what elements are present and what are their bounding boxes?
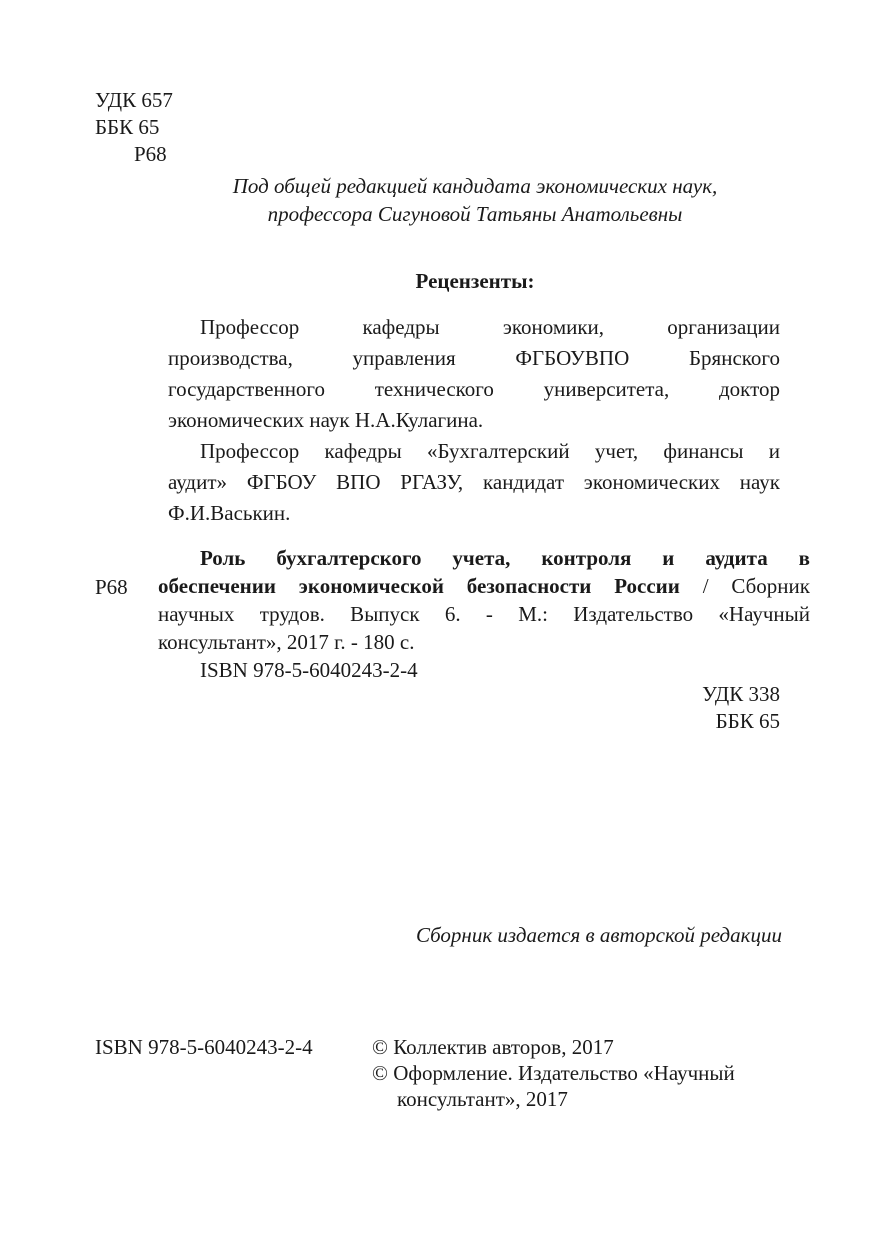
reviewer-1-line-1: Профессор кафедры экономики, организации bbox=[200, 315, 780, 339]
bibliography-entry bbox=[158, 544, 810, 684]
bibliography-line-4: консультант», 2017 г. - 180 с. bbox=[158, 630, 415, 654]
edition-note: Сборник издается в авторской редакции bbox=[416, 923, 782, 947]
reviewer-1-line-4: экономических наук Н.А.Кулагина. bbox=[168, 408, 484, 432]
footer-isbn: ISBN 978-5-6040243-2-4 bbox=[95, 1035, 313, 1059]
reviewer-2-line-2: аудит» ФГБОУ ВПО РГАЗУ, кандидат экономических наук bbox=[168, 470, 780, 494]
bibliography-title-rest: / Сборник bbox=[679, 574, 810, 598]
bibliography-title-bold: обеспечении экономической безопасности России bbox=[158, 574, 680, 598]
reviewer-1-line-3: государственного технического университета, доктор bbox=[168, 377, 780, 401]
bibliography-title-line-1: Роль бухгалтерского учета, контроля и аудита в bbox=[200, 546, 810, 570]
udk-code: УДК 657 bbox=[95, 88, 173, 112]
bibliography-line-3: научных трудов. Выпуск 6. - М.: Издательство «Научный bbox=[158, 602, 810, 626]
editor-line-1: Под общей редакцией кандидата экономических наук, bbox=[232, 174, 718, 198]
bbk-code: ББК 65 bbox=[95, 115, 160, 139]
author-mark: Р68 bbox=[134, 142, 167, 166]
reviewers-heading: Рецензенты: bbox=[415, 269, 535, 293]
copyright-authors: © Коллектив авторов, 2017 bbox=[372, 1035, 614, 1059]
editor-line-2: профессора Сигуновой Татьяны Анатольевны bbox=[267, 202, 683, 226]
bibliography-title-line-2 bbox=[158, 572, 810, 600]
copyright-design-cont: консультант», 2017 bbox=[397, 1087, 568, 1111]
reviewer-2-line-3: Ф.И.Васькин. bbox=[168, 501, 291, 525]
bibliography-udk: УДК 338 bbox=[702, 682, 780, 706]
reviewer-1-line-2: производства, управления ФГБОУВПО Брянского bbox=[168, 346, 780, 370]
reviewer-2 bbox=[168, 436, 780, 529]
bibliography-bbk: ББК 65 bbox=[715, 709, 780, 733]
bibliography-isbn: ISBN 978-5-6040243-2-4 bbox=[200, 658, 418, 682]
reviewer-2-line-1: Профессор кафедры «Бухгалтерский учет, финансы и bbox=[200, 439, 780, 463]
bibliography-mark: Р68 bbox=[95, 575, 128, 599]
copyright-design: © Оформление. Издательство «Научный bbox=[372, 1061, 735, 1085]
reviewer-1 bbox=[168, 312, 780, 436]
